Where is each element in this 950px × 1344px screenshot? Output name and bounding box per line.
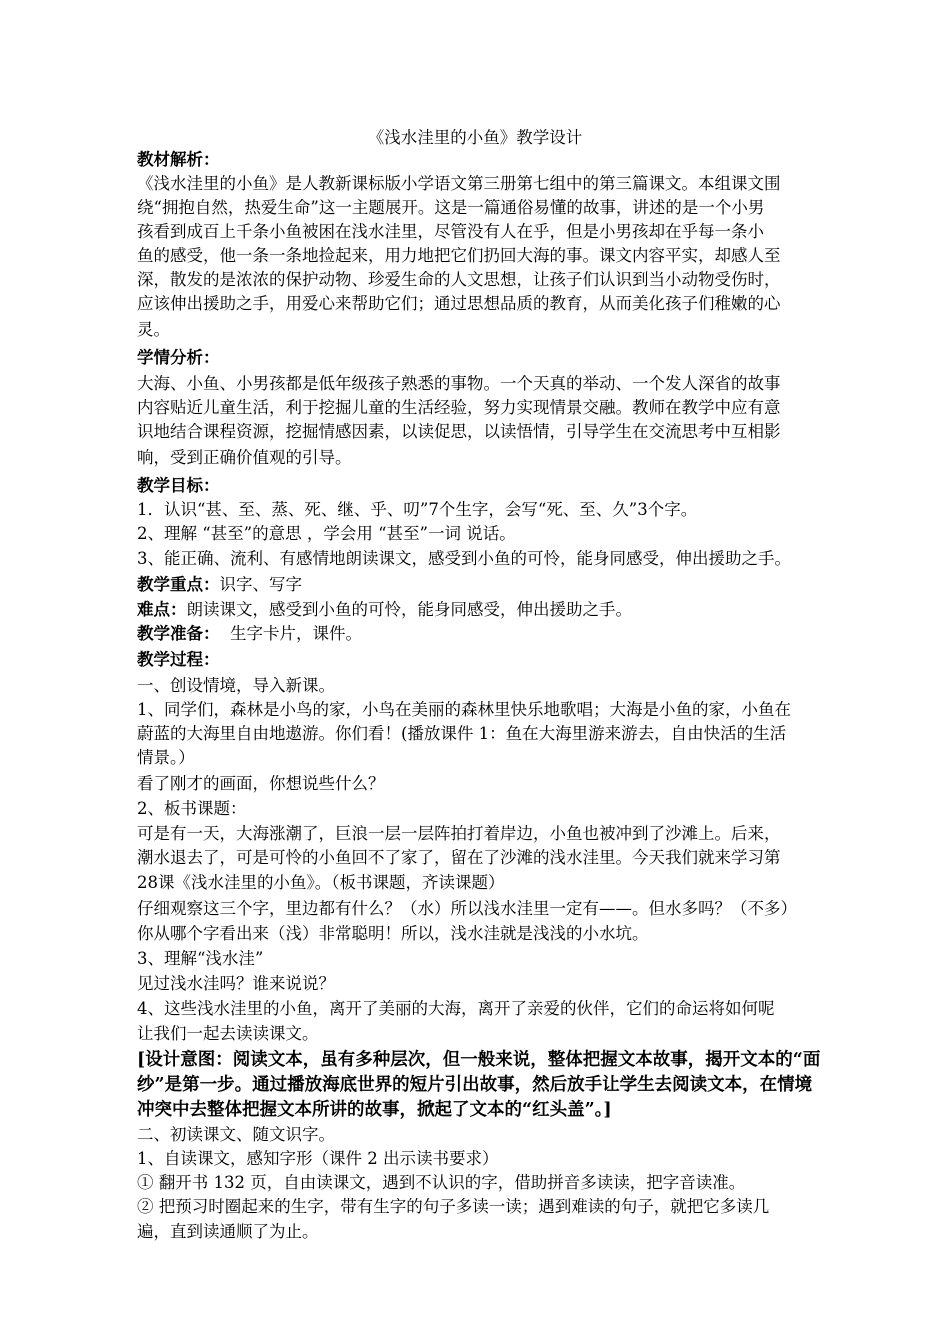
analysis-line: 灵。 xyxy=(137,320,170,339)
process-line: 3、理解“浅水洼” xyxy=(137,949,264,968)
analysis-line: 应该伸出援助之手，用爱心来帮助它们；通过思想品质的教育，从而美化孩子们稚嫩的心 xyxy=(137,294,781,313)
process-line: 情景。） xyxy=(137,748,195,767)
student-line: 识地结合课程资源，挖掘情感因素，以读促思，以读悟情，引导学生在交流思考中互相影 xyxy=(137,422,781,441)
analysis-heading: 教材解析： xyxy=(137,150,220,169)
key-points xyxy=(137,573,865,597)
process-line: 看了刚才的画面，你想说些什么？ xyxy=(137,774,385,793)
analysis-line: 孩看到成百上千条小鱼被困在浅水洼里，尽管没有人在乎，但是小男孩却在乎每一条小 xyxy=(137,222,764,241)
process-line: 见过浅水洼吗？谁来说说？ xyxy=(137,974,335,993)
analysis-line: 《浅水洼里的小鱼》是人教新课标版小学语文第三册第七组中的第三篇课文。本组课文围 xyxy=(137,174,781,193)
student-line: 响，受到正确价值观的引导。 xyxy=(137,448,352,467)
process-line: 潮水退去了，可是可怜的小鱼回不了家了，留在了沙滩的浅水洼里。今天我们就来学习第 xyxy=(137,848,781,867)
difficulty-text: 朗读课文，感受到小鱼的可怜，能身同感受，伸出援助之手。 xyxy=(186,600,632,619)
student-line: 内容贴近儿童生活，利于挖掘儿童的生活经验，努力实现情景交融。教师在教学中应有意 xyxy=(137,398,781,417)
process-line: 蔚蓝的大海里自由地遨游。你们看！(播放课件 1：鱼在大海里游来游去，自由快活的生活 xyxy=(137,724,787,743)
student-line: 大海、小鱼、小男孩都是低年级孩子熟悉的事物。一个天真的举动、一个发人深省的故事 xyxy=(137,374,781,393)
goals-heading: 教学目标： xyxy=(137,476,220,495)
reading-line: ① 翻开书 132 页，自由读课文，遇到不认识的字，借助拼音多读读，把字音读准。 xyxy=(137,1173,746,1192)
difficulty xyxy=(137,598,865,622)
goal-item: 1．认识“甚、至、蒸、死、继、乎、叨”7个生字，会写“死、至、久”3个字。 xyxy=(137,500,698,519)
goal-item: 3、能正确、流利、有感情地朗读课文，感受到小鱼的可怜，能身同感受，伸出援助之手。 xyxy=(137,549,791,568)
process-line: 仔细观察这三个字，里边都有什么？（水）所以浅水洼里一定有——。但水多吗？（不多） xyxy=(137,899,797,918)
process-line: 1、同学们，森林是小鸟的家，小鸟在美丽的森林里快乐地歌唱；大海是小鱼的家，小鱼在 xyxy=(137,700,791,719)
process-line: 让我们一起去读读课文。 xyxy=(137,1024,319,1043)
prep-text: 生字卡片，课件。 xyxy=(219,624,362,643)
key-label: 教学重点： xyxy=(137,575,220,594)
reading-line: 二、初读课文、随文识字。 xyxy=(137,1125,335,1144)
reading-line: 遍，直到读通顺了为止。 xyxy=(137,1222,319,1241)
key-text: 识字、写字 xyxy=(219,575,302,594)
process-line: 2、板书课题： xyxy=(137,799,247,818)
process-line: 一、创设情境，导入新课。 xyxy=(137,676,335,695)
process-line: 4、这些浅水洼里的小鱼，离开了美丽的大海，离开了亲爱的伙伴，它们的命运将如何呢 xyxy=(137,999,775,1018)
page-title: 《浅水洼里的小鱼》教学设计 xyxy=(367,128,583,147)
reading-line: ② 把预习时圈起来的生字，带有生字的句子多读一读；遇到难读的句子，就把它多读几 xyxy=(137,1197,770,1216)
process-line: 28课《浅水洼里的小鱼》。（板书课题，齐读课题） xyxy=(137,873,505,892)
preparation xyxy=(137,622,865,646)
analysis-line: 绕“拥抱自然，热爱生命”这一主题展开。这是一篇通俗易懂的故事，讲述的是一个小男 xyxy=(137,198,765,217)
design-intent-line: 纱”是第一步。通过播放海底世界的短片引出故事，然后放手让学生去阅读文本，在情境 xyxy=(137,1075,813,1095)
difficulty-label: 难点： xyxy=(137,600,187,619)
process-heading: 教学过程： xyxy=(137,650,220,669)
reading-line: 1、自读课文，感知字形（课件 2 出示读书要求） xyxy=(137,1149,499,1168)
design-intent-line: [设计意图：阅读文本，虽有多种层次，但一般来说，整体把握文本故事，揭开文本的“面 xyxy=(137,1050,821,1070)
design-intent-line: 冲突中去整体把握文本所讲的故事，掀起了文本的“红头盖”。] xyxy=(137,1100,612,1120)
goal-item: 2、理解 “甚至”的意思 ，学会用 “甚至”一词 说话。 xyxy=(137,524,516,543)
student-heading: 学情分析： xyxy=(137,348,220,367)
process-line: 可是有一天，大海涨潮了，巨浪一层一层阵拍打着岸边，小鱼也被冲到了沙滩上。后来， xyxy=(137,824,781,843)
analysis-line: 鱼的感受，他一条一条地捡起来，用力地把它们扔回大海的事。课文内容平实，却感人至 xyxy=(137,246,781,265)
prep-label: 教学准备： xyxy=(137,624,220,643)
process-line: 你从哪个字看出来（浅）非常聪明！所以，浅水洼就是浅浅的小水坑。 xyxy=(137,924,649,943)
analysis-line: 深，散发的是浓浓的保护动物、珍爱生命的人文思想，让孩子们认识到当小动物受伤时， xyxy=(137,270,781,289)
